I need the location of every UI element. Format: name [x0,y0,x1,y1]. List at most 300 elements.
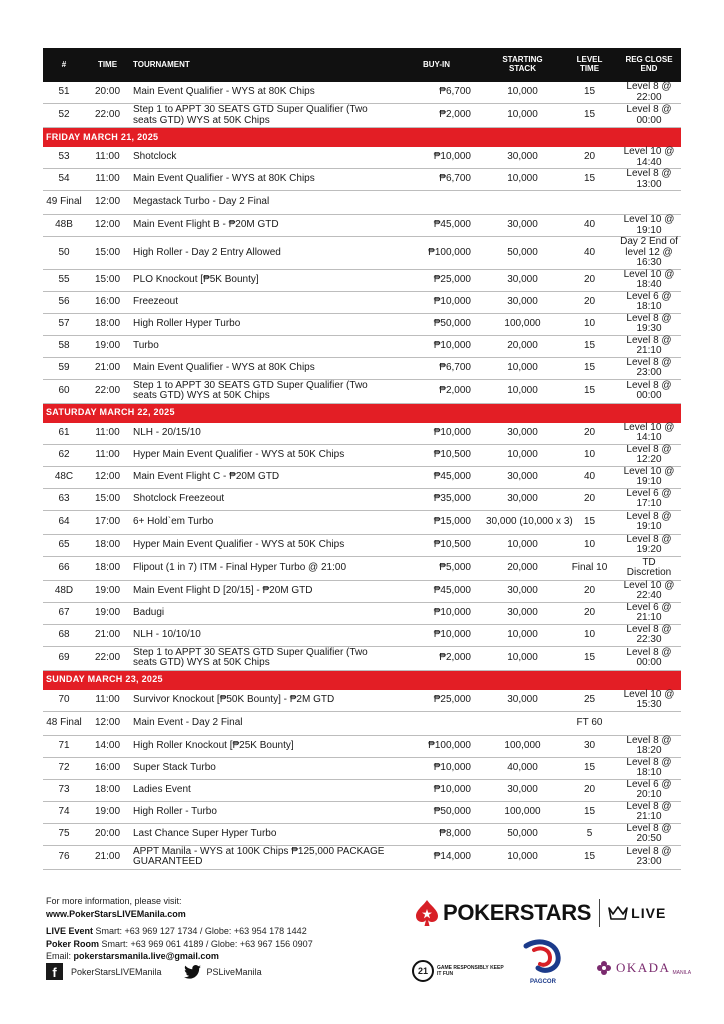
event-number: 74 [43,801,85,823]
starting-stack: 100,000 [483,313,562,335]
tournament-name: Step 1 to APPT 30 SEATS GTD Super Qualifier (Two seats GTD) WYS at 50K Chips [130,646,390,670]
tournament-name: Super Stack Turbo [130,757,390,779]
responsible-gaming-badge [412,960,507,982]
live-wordmark: LIVE [631,905,667,921]
event-number: 71 [43,735,85,757]
starting-stack: 30,000 [483,580,562,602]
level-time: 20 [562,147,617,169]
header-level-line2: TIME [579,64,600,73]
reg-close: Level 6 @ 20:10 [617,779,681,801]
level-time: 20 [562,291,617,313]
tournament-name: Freezeout [130,291,390,313]
tournament-name: High Roller Knockout [₱25K Bounty] [130,735,390,757]
reg-close: Level 8 @ 12:20 [617,444,681,466]
spade-star-icon [415,899,439,927]
event-number: 56 [43,291,85,313]
starting-stack: 30,000 [483,488,562,510]
tournament-name: Main Event Flight C - ₱20M GTD [130,466,390,488]
event-number: 64 [43,510,85,534]
schedule-row [43,779,681,801]
okada-subtext: MANILA [672,970,692,976]
level-time: 15 [562,801,617,823]
day-header: FRIDAY MARCH 21, 2025 [43,128,681,148]
schedule-row [43,423,681,445]
header-reg-line1: REG CLOSE [625,55,673,65]
level-time: 20 [562,423,617,445]
event-number: 48B [43,215,85,237]
starting-stack: 10,000 [483,624,562,646]
responsible-gaming-text: GAME RESPONSIBLY KEEP IT FUN [437,965,504,977]
tournament-name: NLH - 20/15/10 [130,423,390,445]
schedule-row [43,823,681,845]
website-link[interactable]: www.PokerStarsLIVEManila.com [46,908,186,919]
schedule-row [43,215,681,237]
start-time: 19:00 [85,602,130,624]
poker-room-contacts: Smart: +63 969 061 4189 / Globe: +63 967 156 0907 [101,938,313,949]
col-header-reg-close [617,48,681,82]
buy-in: ₱10,000 [390,423,483,445]
starting-stack: 100,000 [483,735,562,757]
level-time: 20 [562,580,617,602]
level-time: 15 [562,510,617,534]
reg-close: Level 8 @ 21:10 [617,801,681,823]
tournament-name: Turbo [130,335,390,357]
buy-in: ₱10,000 [390,602,483,624]
event-number: 67 [43,602,85,624]
tournament-name: Shotclock [130,147,390,169]
tournament-name: High Roller - Day 2 Entry Allowed [130,237,390,270]
col-header-number: # [43,48,85,82]
buy-in: ₱6,700 [390,82,483,104]
reg-close [617,711,681,735]
day-header: SATURDAY MARCH 22, 2025 [43,403,681,423]
reg-close: Level 8 @ 00:00 [617,646,681,670]
starting-stack: 50,000 [483,823,562,845]
schedule-row [43,104,681,128]
schedule-row [43,735,681,757]
level-time: 15 [562,379,617,403]
schedule-row [43,690,681,712]
tournament-name: Main Event Qualifier - WYS at 80K Chips [130,169,390,191]
col-header-tournament: TOURNAMENT [130,48,390,82]
event-number: 58 [43,335,85,357]
buy-in: ₱10,000 [390,147,483,169]
buy-in: ₱10,000 [390,291,483,313]
starting-stack: 10,000 [483,444,562,466]
start-time: 15:00 [85,488,130,510]
col-header-level-time [562,48,617,82]
reg-close: Level 8 @ 19:10 [617,510,681,534]
email-label: Email: [46,951,72,961]
tournament-name: Last Chance Super Hyper Turbo [130,823,390,845]
schedule-row [43,580,681,602]
reg-close: Level 8 @ 19:20 [617,534,681,556]
start-time: 12:00 [85,711,130,735]
event-number: 76 [43,845,85,869]
starting-stack: 10,000 [483,82,562,104]
event-number: 73 [43,779,85,801]
pokerstars-live-logo [415,894,690,932]
tournament-name: Main Event - Day 2 Final [130,711,390,735]
event-number: 48D [43,580,85,602]
starting-stack: 30,000 [483,147,562,169]
schedule-row [43,82,681,104]
tournament-name: Main Event Qualifier - WYS at 80K Chips [130,82,390,104]
buy-in: ₱45,000 [390,466,483,488]
reg-close: Level 10 @ 18:40 [617,269,681,291]
reg-close: Level 10 @ 19:10 [617,466,681,488]
pokerstars-wordmark: POKERSTARS [443,900,592,925]
schedule-row [43,556,681,580]
reg-close: Level 8 @ 22:00 [617,82,681,104]
buy-in: ₱2,000 [390,104,483,128]
level-time: 15 [562,335,617,357]
reg-close: Level 8 @ 00:00 [617,379,681,403]
start-time: 22:00 [85,379,130,403]
reg-close: Level 10 @ 14:10 [617,423,681,445]
starting-stack [483,191,562,215]
schedule-row [43,510,681,534]
start-time: 19:00 [85,580,130,602]
reg-close: Level 6 @ 21:10 [617,602,681,624]
info-line: For more information, please visit: [46,896,182,906]
social-links [46,963,262,980]
level-time: 20 [562,602,617,624]
start-time: 14:00 [85,735,130,757]
day-header: SUNDAY MARCH 23, 2025 [43,670,681,690]
event-number: 63 [43,488,85,510]
start-time: 22:00 [85,646,130,670]
reg-close: Day 2 End of level 12 @ 16:30 [617,237,681,270]
col-header-time: TIME [85,48,130,82]
tournament-name: Ladies Event [130,779,390,801]
level-time: 10 [562,534,617,556]
schedule-row [43,534,681,556]
tournament-name: NLH - 10/10/10 [130,624,390,646]
schedule-row [43,488,681,510]
buy-in: ₱100,000 [390,237,483,270]
schedule-row [43,757,681,779]
event-number: 68 [43,624,85,646]
crown-icon [608,905,628,921]
start-time: 20:00 [85,823,130,845]
buy-in: ₱10,000 [390,624,483,646]
tournament-name: Hyper Main Event Qualifier - WYS at 50K Chips [130,534,390,556]
starting-stack: 30,000 [483,215,562,237]
event-number: 65 [43,534,85,556]
start-time: 12:00 [85,215,130,237]
buy-in: ₱45,000 [390,215,483,237]
live-event-contacts: Smart: +63 969 127 1734 / Globe: +63 954 178 1442 [95,926,307,936]
level-time: 15 [562,82,617,104]
level-time: 10 [562,313,617,335]
event-number: 61 [43,423,85,445]
tournament-name: Badugi [130,602,390,624]
reg-close: Level 6 @ 18:10 [617,291,681,313]
starting-stack: 30,000 [483,466,562,488]
tournament-name: Main Event Flight D [20/15] - ₱20M GTD [130,580,390,602]
start-time: 16:00 [85,291,130,313]
event-number: 75 [43,823,85,845]
schedule-row [43,357,681,379]
starting-stack: 20,000 [483,335,562,357]
buy-in: ₱2,000 [390,646,483,670]
schedule-row [43,269,681,291]
starting-stack: 30,000 [483,779,562,801]
age-21-icon: 21 [412,960,434,982]
start-time: 18:00 [85,534,130,556]
start-time: 15:00 [85,237,130,270]
facebook-icon[interactable]: f [46,963,63,980]
level-time: 20 [562,488,617,510]
level-time: Final 10 [562,556,617,580]
start-time: 21:00 [85,624,130,646]
level-time: 15 [562,104,617,128]
tournament-name: Main Event Qualifier - WYS at 80K Chips [130,357,390,379]
tournament-name: Step 1 to APPT 30 SEATS GTD Super Qualifier (Two seats GTD) WYS at 50K Chips [130,104,390,128]
flower-icon [596,960,612,976]
tournament-name: 6+ Hold`em Turbo [130,510,390,534]
start-time: 16:00 [85,757,130,779]
event-number: 48 Final [43,711,85,735]
level-time: 20 [562,779,617,801]
buy-in: ₱35,000 [390,488,483,510]
event-number: 53 [43,147,85,169]
event-number: 51 [43,82,85,104]
live-logo [608,905,666,921]
level-time [562,191,617,215]
event-number: 70 [43,690,85,712]
tournament-name: Shotclock Freezeout [130,488,390,510]
start-time: 19:00 [85,801,130,823]
reg-close: Level 10 @ 22:40 [617,580,681,602]
reg-close: Level 8 @ 23:00 [617,845,681,869]
day-header-row [43,128,681,148]
starting-stack: 10,000 [483,357,562,379]
event-number: 57 [43,313,85,335]
level-time: 40 [562,466,617,488]
poker-room-label: Poker Room [46,938,100,949]
schedule-row [43,379,681,403]
level-time: 40 [562,237,617,270]
email-link[interactable]: pokerstarsmanila.live@gmail.com [73,951,219,961]
buy-in: ₱10,000 [390,335,483,357]
buy-in: ₱6,700 [390,169,483,191]
buy-in [390,191,483,215]
start-time: 12:00 [85,191,130,215]
reg-close: Level 8 @ 00:00 [617,104,681,128]
starting-stack: 10,000 [483,646,562,670]
buy-in: ₱25,000 [390,269,483,291]
start-time: 18:00 [85,556,130,580]
level-time: 15 [562,757,617,779]
level-time: 15 [562,169,617,191]
buy-in: ₱2,000 [390,379,483,403]
reg-close: TD Discretion [617,556,681,580]
start-time: 20:00 [85,82,130,104]
reg-close: Level 8 @ 13:00 [617,169,681,191]
col-header-buyin: BUY-IN [390,48,483,82]
buy-in: ₱6,700 [390,357,483,379]
start-time: 19:00 [85,335,130,357]
start-time: 11:00 [85,169,130,191]
day-header-row [43,670,681,690]
event-number: 66 [43,556,85,580]
start-time: 21:00 [85,357,130,379]
starting-stack: 10,000 [483,379,562,403]
buy-in: ₱10,500 [390,444,483,466]
buy-in: ₱14,000 [390,845,483,869]
reg-close: Level 8 @ 21:10 [617,335,681,357]
starting-stack: 10,000 [483,534,562,556]
buy-in: ₱100,000 [390,735,483,757]
schedule-row [43,466,681,488]
event-number: 62 [43,444,85,466]
schedule-row [43,147,681,169]
tournament-name: Step 1 to APPT 30 SEATS GTD Super Qualifier (Two seats GTD) WYS at 50K Chips [130,379,390,403]
pagcor-logo [517,938,569,985]
start-time: 11:00 [85,147,130,169]
schedule-row [43,624,681,646]
header-row [43,48,681,82]
reg-close: Level 8 @ 20:50 [617,823,681,845]
starting-stack: 10,000 [483,845,562,869]
schedule-row [43,291,681,313]
event-number: 60 [43,379,85,403]
schedule-body [43,82,681,869]
starting-stack: 20,000 [483,556,562,580]
tournament-name: Megastack Turbo - Day 2 Final [130,191,390,215]
buy-in: ₱50,000 [390,801,483,823]
starting-stack: 30,000 [483,423,562,445]
schedule-row [43,602,681,624]
reg-close: Level 10 @ 15:30 [617,690,681,712]
starting-stack: 100,000 [483,801,562,823]
start-time: 22:00 [85,104,130,128]
reg-close [617,191,681,215]
tournament-name: High Roller - Turbo [130,801,390,823]
level-time: 5 [562,823,617,845]
day-header-row [43,403,681,423]
schedule-row [43,191,681,215]
tournament-name: High Roller Hyper Turbo [130,313,390,335]
header-level-line1: LEVEL [576,55,603,65]
tournament-name: Survivor Knockout [₱50K Bounty] - ₱2M GTD [130,690,390,712]
header-stack-line1: STARTING [502,55,543,65]
tournament-name: Flipout (1 in 7) ITM - Final Hyper Turbo @ 21:00 [130,556,390,580]
schedule-row [43,237,681,270]
starting-stack: 10,000 [483,104,562,128]
schedule-row [43,646,681,670]
tournament-name: Hyper Main Event Qualifier - WYS at 50K Chips [130,444,390,466]
starting-stack: 10,000 [483,169,562,191]
level-time: FT 60 [562,711,617,735]
event-number: 54 [43,169,85,191]
buy-in: ₱50,000 [390,313,483,335]
start-time: 11:00 [85,690,130,712]
starting-stack: 30,000 (10,000 x 3) [483,510,562,534]
reg-close: Level 8 @ 23:00 [617,357,681,379]
event-number: 50 [43,237,85,270]
okada-wordmark: OKADA [616,960,671,975]
reg-close: Level 10 @ 14:40 [617,147,681,169]
level-time: 10 [562,444,617,466]
reg-close: Level 8 @ 18:20 [617,735,681,757]
event-number: 49 Final [43,191,85,215]
buy-in: ₱5,000 [390,556,483,580]
schedule-row [43,169,681,191]
buy-in: ₱25,000 [390,690,483,712]
starting-stack: 30,000 [483,269,562,291]
event-number: 52 [43,104,85,128]
tournament-name: Main Event Flight B - ₱20M GTD [130,215,390,237]
starting-stack: 40,000 [483,757,562,779]
starting-stack: 50,000 [483,237,562,270]
level-time: 15 [562,646,617,670]
buy-in: ₱45,000 [390,580,483,602]
reg-close: Level 6 @ 17:10 [617,488,681,510]
event-number: 72 [43,757,85,779]
header-reg-line2: END [640,64,658,73]
twitter-handle[interactable]: PSLiveManila [206,966,262,977]
buy-in: ₱10,500 [390,534,483,556]
okada-logo [596,960,691,976]
buy-in: ₱15,000 [390,510,483,534]
live-event-label: LIVE Event [46,926,94,936]
schedule-row [43,335,681,357]
buy-in [390,711,483,735]
level-time: 20 [562,269,617,291]
schedule-table [43,48,681,870]
start-time: 11:00 [85,444,130,466]
reg-close: Level 10 @ 19:10 [617,215,681,237]
schedule-row [43,444,681,466]
buy-in: ₱10,000 [390,779,483,801]
schedule-row [43,801,681,823]
starting-stack: 30,000 [483,602,562,624]
start-time: 18:00 [85,779,130,801]
schedule-row [43,845,681,869]
start-time: 11:00 [85,423,130,445]
start-time: 17:00 [85,510,130,534]
facebook-handle[interactable]: PokerStarsLIVEManila [71,966,162,977]
header-stack-line2: STACK [509,64,536,73]
reg-close: Level 8 @ 22:30 [617,624,681,646]
start-time: 21:00 [85,845,130,869]
tournament-name: PLO Knockout [₱5K Bounty] [130,269,390,291]
pagcor-label: PAGCOR [530,979,556,985]
schedule-row [43,313,681,335]
contact-info [46,895,376,963]
start-time: 18:00 [85,313,130,335]
buy-in: ₱10,000 [390,757,483,779]
brand-divider [599,899,600,927]
event-number: 59 [43,357,85,379]
starting-stack: 30,000 [483,690,562,712]
reg-close: Level 8 @ 19:30 [617,313,681,335]
tournament-name: APPT Manila - WYS at 100K Chips ₱125,000 PACKAGE GUARANTEED [130,845,390,869]
pagcor-emblem-icon [520,938,566,978]
level-time: 30 [562,735,617,757]
starting-stack: 30,000 [483,291,562,313]
reg-close: Level 8 @ 18:10 [617,757,681,779]
level-time: 25 [562,690,617,712]
col-header-starting-stack [483,48,562,82]
start-time: 15:00 [85,269,130,291]
event-number: 69 [43,646,85,670]
twitter-icon[interactable] [184,965,201,979]
level-time: 15 [562,845,617,869]
